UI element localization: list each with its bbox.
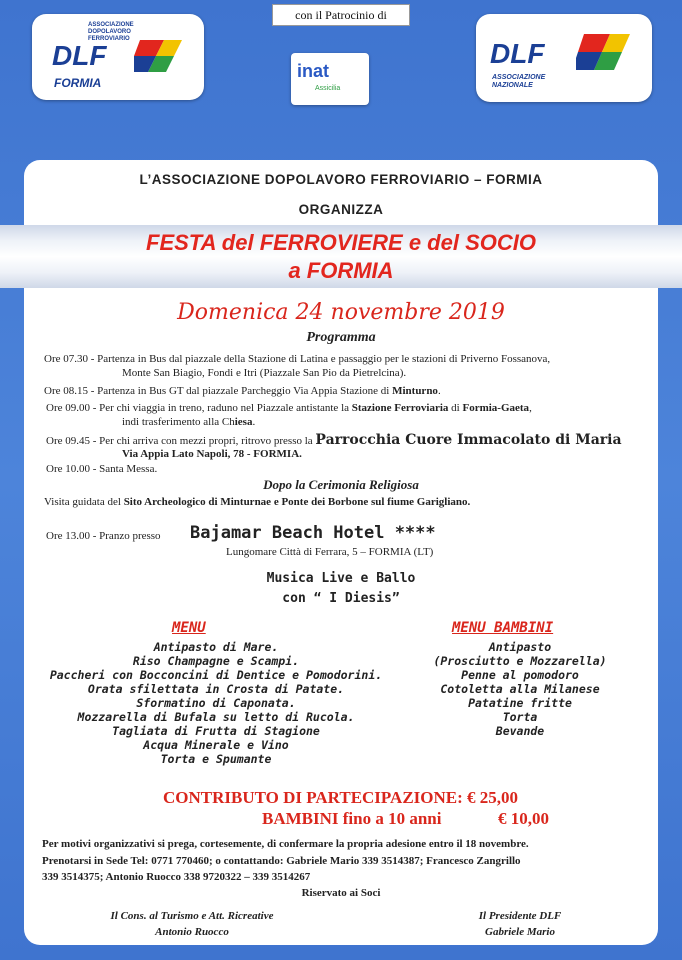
hotel-address: Lungomare Città di Ferrara, 5 – FORMIA (LT) [226,546,434,558]
festa-title-line2: a FORMIA [288,258,394,283]
programma-label: Programma [306,330,376,345]
program-line-4b: Via Appia Lato Napoli, 78 - FORMIA. [122,448,302,460]
bambini-contributo-price: € 10,00 [498,809,549,828]
logo-dlf-nazionale [476,14,652,102]
bambini-contributo-label: BAMBINI fino a 10 anni [262,809,442,828]
event-date: Domenica 24 novembre 2019 [177,300,505,325]
menu-bambini-item: Penne al pomodoro [461,668,579,682]
organizer-title: L’ASSOCIAZIONE DOPOLAVORO FERROVIARIO – FORMIA [139,172,543,187]
festa-title-line1: FESTA del FERROVIERE e del SOCIO [146,230,536,255]
menu-bambini-item: Cotoletta alla Milanese [440,682,600,696]
pranzo-line: Ore 13.00 - Pranzo presso [46,530,161,542]
menu-list [26,640,406,766]
dopo-cerimonia: Dopo la Cerimonia Religiosa [263,477,419,492]
menu-bambini-item: (Prosciutto e Mozzarella) [433,654,607,668]
footer-line-1: Per motivi organizzativi si prega, cortesemente, di confermare la propria adesione entro il 18 novembre. [42,838,529,850]
menu-item: Tagliata di Frutta di Stagione [112,724,320,738]
menu-item: Antipasto di Mare. [153,640,279,654]
logo-dlf-formia [32,14,204,100]
menu-item: Paccheri con Bocconcini di Dentice e Pomodorini. [49,668,383,682]
signature-left-name: Antonio Ruocco [155,926,229,938]
diesis-label: con “ I Diesis” [282,591,400,606]
menu-bambini-item: Torta [502,710,538,724]
signature-right-role: Il Presidente DLF [478,910,562,922]
logo-center-main: inat [297,61,330,81]
menu-item: Sformatino di Caponata. [136,696,296,710]
dlf-left-emblem-icon [134,34,186,78]
footer-line-3: 339 3514375; Antonio Ruocco 338 9720322 – 339 3514267 [42,871,311,883]
logo-center-sub: Assicilia [315,85,341,92]
hotel-name: Bajamar Beach Hotel **** [190,523,436,543]
logo-left-sub: FORMIA [54,76,102,90]
program-line-1a: Ore 07.30 - Partenza in Bus dal piazzale della Stazione di Latina e passaggio per le stazioni di Priverno Fossanova, [44,353,551,365]
logo-inat [291,53,369,105]
menu-item: Orata sfilettata in Crosta di Patate. [87,682,345,696]
musica-label: Musica Live e Ballo [266,571,416,586]
menu-bambini-item: Bevande [495,724,545,738]
menu-bambini-list [420,640,620,738]
footer-line-2: Prenotarsi in Sede Tel: 0771 770460; o contattando: Gabriele Mario 339 3514387; Francesco Zangrillo [42,855,521,867]
signature-right-name: Gabriele Mario [485,926,555,938]
organizza-label: ORGANIZZA [298,202,384,217]
program-line-2: Ore 08.15 - Partenza in Bus GT dal piazzale Parcheggio Via Appia Stazione di Minturno. [44,385,441,397]
contributo-line: CONTRIBUTO DI PARTECIPAZIONE: € 25,00 [163,788,519,807]
logo-right-main: DLF [490,38,545,69]
program-line-3: Ore 09.00 - Per chi viaggia in treno, raduno nel Piazzale antistante la Stazione Ferroviaria di Formia-Gaeta, [46,402,532,414]
signature-left-role: Il Cons. al Turismo e Att. Ricreative [110,910,274,922]
riservato-soci: Riservato ai Soci [301,887,381,899]
program-line-3b: indi trasferimento alla Chiesa. [122,416,256,428]
menu-item: Mozzarella di Bufala su letto di Rucola. [77,710,355,724]
menu-bambini-item: Antipasto [488,640,552,654]
menu-item: Acqua Minerale e Vino [143,738,289,752]
visita-line: Visita guidata del Sito Archeologico di Minturnae e Ponte dei Borbone sul fiume Garigliano. [44,496,471,508]
patrocinio-label: con il Patrocinio di [272,4,410,26]
menu-item: Torta e Spumante [160,752,272,766]
program-line-5: Ore 10.00 - Santa Messa. [46,463,158,475]
program-line-1b: Monte San Biagio, Fondi e Itri (Piazzale San Pio da Pietrelcina). [122,367,407,379]
logo-left-top-text: ASSOCIAZIONE DOPOLAVORO FERROVIARIO [88,22,134,42]
menu-bambini-item: Patatine fritte [468,696,572,710]
menu-item: Riso Champagne e Scampi. [132,654,300,668]
logo-left-main: DLF [52,40,107,71]
menu-bambini-title: MENU BAMBINI [452,620,554,636]
dlf-right-emblem-icon [576,28,632,78]
logo-right-sub: ASSOCIAZIONE NAZIONALE [492,74,546,89]
program-line-4: Ore 09.45 - Per chi arriva con mezzi propri, ritrovo presso la Parrocchia Cuore Immacolato di Maria [46,432,622,448]
menu-title: MENU [172,620,206,636]
